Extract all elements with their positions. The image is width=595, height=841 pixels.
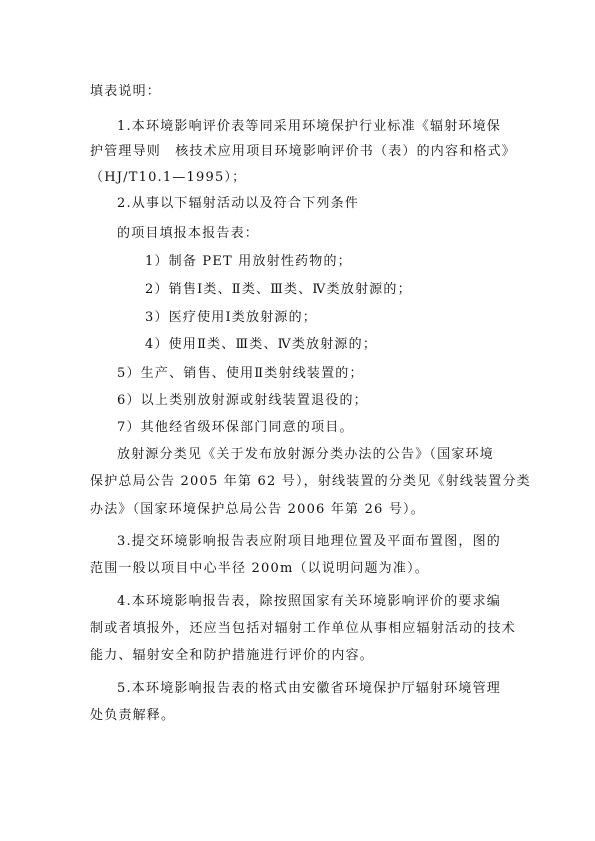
section-2-note-line-2: 保护总局公告 2005 年第 62 号），射线装置的分类见《射线装置分类: [90, 474, 531, 489]
instructions-heading: 填表说明：: [90, 84, 162, 99]
section-2-line-2: 的项目填报本报告表：: [117, 226, 260, 241]
section-5-line-1: 5.本环境影响报告表的格式由安徽省环境保护厅辐射环境管理: [117, 681, 502, 696]
section-4-line-1: 4.本环境影响报告表，除按照国家有关环境影响评价的要求编: [117, 594, 502, 609]
section-2-note-line-1: 放射源分类见《关于发布放射源分类办法的公告》（国家环境: [117, 447, 494, 462]
section-4-line-3: 能力、辐射安全和防护措施进行评价的内容。: [90, 648, 375, 663]
section-1-line-3: （HJ/T10.1—1995）；: [90, 170, 247, 185]
section-2-item-4: 4）使用Ⅱ类、Ⅲ类、Ⅳ类放射源的；: [145, 337, 378, 352]
section-2-line-1: 2.从事以下辐射活动以及符合下列条件: [117, 196, 360, 211]
section-2-item-3: 3）医疗使用Ⅰ类放射源的；: [145, 310, 318, 325]
section-2-item-2: 2）销售Ⅰ类、Ⅱ类、Ⅲ类、Ⅳ类放射源的；: [145, 282, 412, 297]
section-2-item-1: 1）制备 PET 用放射性药物的；: [145, 254, 352, 269]
section-2-item-5: 5）生产、销售、使用Ⅱ类射线装置的；: [117, 366, 364, 381]
section-2-item-6: 6）以上类别放射源或射线装置退役的；: [117, 393, 368, 408]
section-1-line-1: 1.本环境影响评价表等同采用环境保护行业标准《辐射环境保: [117, 119, 502, 134]
section-2-item-7: 7）其他经省级环保部门同意的项目。: [117, 420, 354, 435]
section-3-line-1: 3.提交环境影响报告表应附项目地理位置及平面布置图，图的: [117, 534, 502, 549]
section-1-line-2: 护管理导则 核技术应用项目环境影响评价书（表）的内容和格式》: [90, 144, 517, 159]
section-2-note-line-3: 办法》（国家环境保护总局公告 2006 年第 26 号）。: [90, 502, 425, 517]
section-5-line-2: 处负责解释。: [90, 708, 176, 723]
section-4-line-2: 制或者填报外，还应当包括对辐射工作单位从事相应辐射活动的技术: [90, 621, 517, 636]
section-3-line-2: 范围一般以项目中心半径 200m（以说明问题为准）。: [90, 561, 429, 576]
